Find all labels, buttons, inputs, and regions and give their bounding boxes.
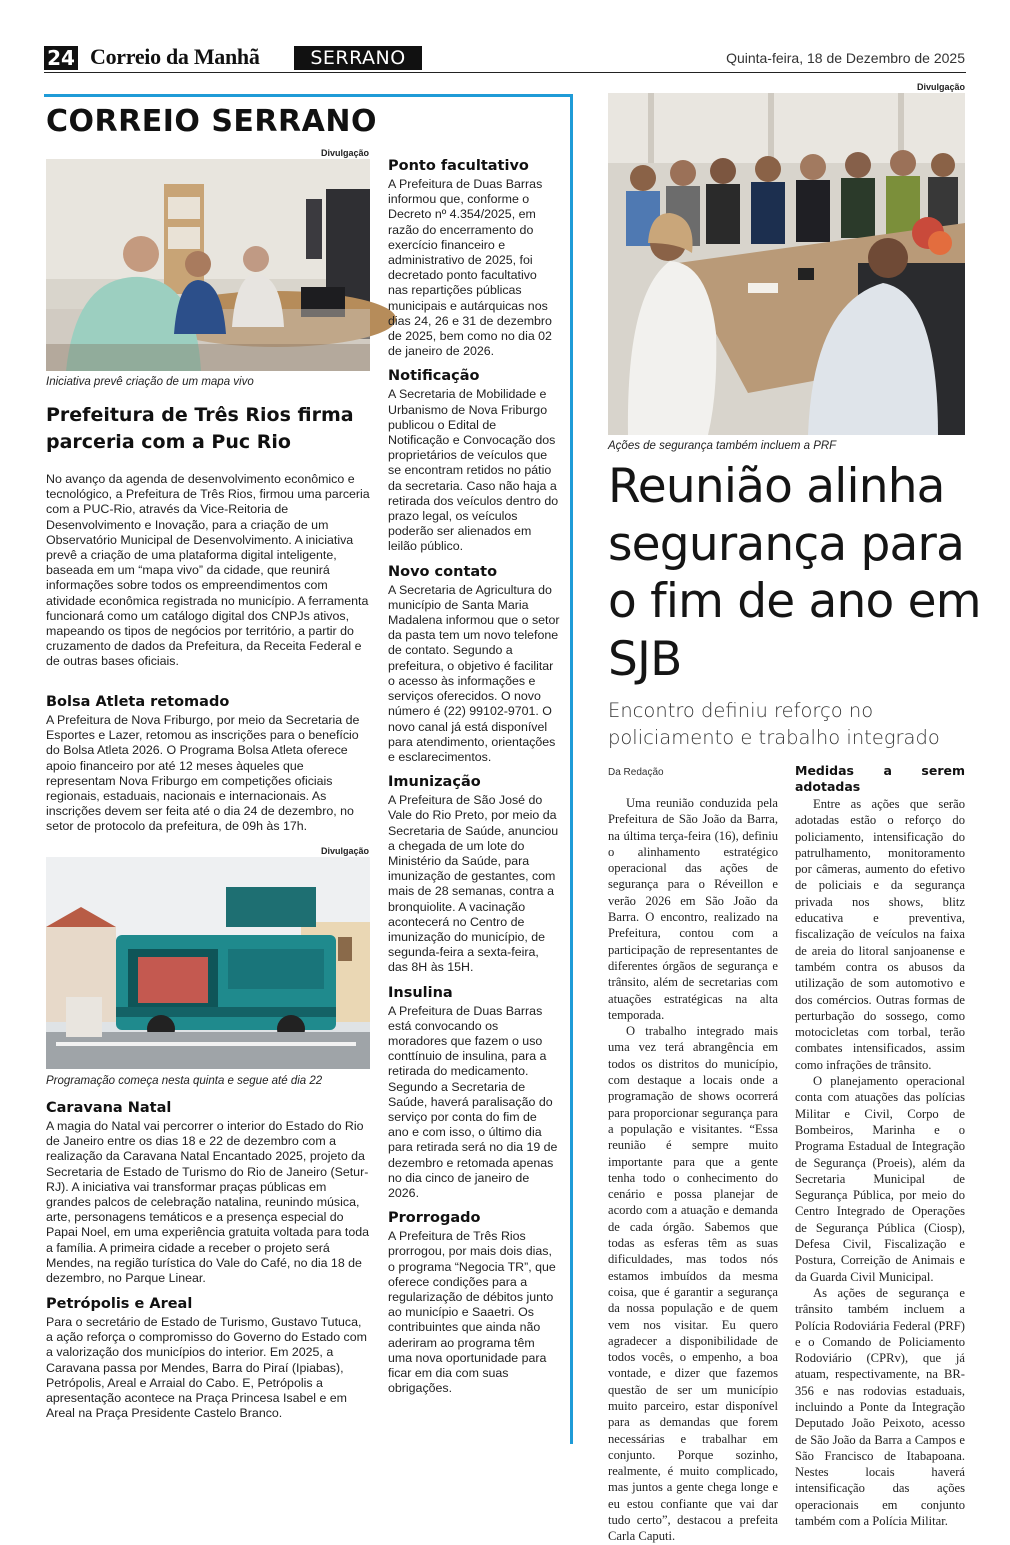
brief-body: A Secretaria de Agricultura do município de Santa Maria Madalena informou que o setor da pasta tem um novo telefone de contato. Segundo a prefeitura, o objetivo é facilitar o acesso às informações e serviços oferecidos. O novo número é (22) 99102-9701. O novo canal já está disponível para atendimento, orientações e esclarecimentos. (388, 582, 560, 764)
photo-caption: Ações de segurança também incluem a PRF (608, 440, 837, 452)
article-headline: Prefeitura de Três Rios firma parceria com a Puc Rio (46, 404, 354, 453)
brief-body: Para o secretário de Estado de Turismo, Gustavo Tutuca, a ação reforça o compromisso do Governo do Estado com a valorização dos municípios do interior. Em 2025, a Caravana passa por Mendes, Barra do Piraí (Ipiabas), Petrópolis, Areal e Arraial do Cabo. E, Petrópolis a apresentação acontece na Praça Princesa Isabel e em Areal na Praça Presidente Castelo Branco. (46, 1315, 367, 1421)
paragraph: O trabalho integrado mais uma vez terá abrangência em todos os distritos do município, com destaque a locais onde a programação de shows ocorrerá para proporcionar segurança para a população e visitantes. “Essa reunião é sempre muito importante para que a gente tenha todo o conhecimento do cenário e possa planejar de acordo com a atuação e demanda de cada órgão. Sabemos que todas as esferas têm as suas dificuldades, mas todos nós estamos imbuídos da mesma coisa, que é garantir a segurança da nossa população e de quem vem nos visitar. Eu quero agradecer a disponibilidade de todos vocês, o empenho, a boa vontade, e dizer que fazemos questão de ser um município muito parceiro, estar disponível para as demandas que forem necessárias e trabalhar em conjunto. Porque sozinho, realmente, é muito complicado, mas juntos a gente chega longe e eu estou confiante que vai dar tudo certo”, destacou a prefeita Carla Caputi. (608, 1024, 778, 1544)
photo-meeting-room (46, 159, 370, 371)
brief-insulina (388, 984, 560, 1202)
brief-title: Bolsa Atleta retomado (46, 694, 230, 710)
photo-security-meeting (608, 93, 965, 435)
article-body: No avanço da agenda de desenvolvimento econômico e tecnológico, a Prefeitura de Três Rios, firmou uma parceria com a PUC-Rio, através da Vice-Reitoria de Desenvolvimento e Inovação, para a criação de um Observatório Municipal de Desenvolvimento. A iniciativa prevê a criação de uma plataforma digital inteligente, baseada em um “mapa vivo” da cidade, que reunirá informações sobre todos os empreendimentos com atividade econômica registrada no município. A ferramenta funcionará como um catálogo digital dos CNPJs ativos, mapeando os tipos de negócios por território, a partir do cruzamento de dados da Prefeitura, da Receita Federal e de outras bases oficiais. (46, 472, 370, 669)
brief-title: Ponto facultativo (388, 158, 529, 174)
middle-briefs-column (388, 157, 560, 1404)
brief-bolsa-atleta (46, 693, 370, 835)
brief-body: A Secretaria de Mobilidade e Urbanismo de Nova Friburgo publicou o Edital de Notificação e Convocação dos proprietários de veículos que se encontram retidos no pátio da secretaria. Caso não haja a retirada dos veículos dentro do prazo legal, os veículos poderão ser alienados em leilão público. (388, 387, 559, 554)
paragraph: As ações de segurança e trânsito também incluem a Polícia Rodoviária Federal (PRF) e o Comando de Policiamento Rodoviário (CPRv), que já atuam, respectivamente, na BR-356 e nas rodovias estaduais, incluindo a Ponte da Integração Deputado João Peixoto, acesso de São João da Barra a Campos e São Francisco de Itabapoana. Nestes locais haverá intensificação das ações operacionais em conjunto também com a Polícia Militar. (795, 1285, 965, 1529)
page-number: 24 (44, 46, 78, 70)
photo-credit: Divulgação (916, 82, 965, 92)
paragraph: Entre as ações que serão adotadas estão o reforço do policiamento, intensificação do patrulhamento, monitoramento por câmeras, aumento do efetivo de policiais e da segurança privada nos shows, blitz educativa e preventiva, fiscalização de veículos na faixa de areia do litoral sanjoanense e também contra os abusos da utilização de som automotivo e dos comércios. Outras formas de perturbação do sossego, como motocicletas com torbal, terão combates intensificados, assim como infrações de trânsito. (795, 797, 965, 1072)
masthead-logo: Correio da Manhã (90, 44, 260, 69)
photo-caravana-bus (46, 857, 370, 1069)
header-rule (44, 72, 966, 73)
brief-prorrogado (388, 1209, 560, 1396)
brief-body: A Prefeitura de São José do Vale do Rio Preto, por meio da Secretaria de Saúde, anunciou a chegada de um lote do Ministério da Saúde, para imunização de gestantes, com mais de 28 semanas, contra a bronquiolite. A vacinação acontecerá no Centro de imunização do município, de segunda-feira a sexta-feira, das 8H às 15H. (388, 793, 559, 975)
brief-body: A Prefeitura de Duas Barras está convocando os moradores que fazem o uso conttínuio de insulina, para a retirada do medicamento. Segundo a Secretaria de Saúde, haverá paralisação do serviço por conta do fim de ano e com isso, o último dia para retirada será no dia 19 de dezembro e retomada apenas no dia cinco de janeiro de 2026. (388, 1003, 558, 1200)
brief-notificacao (388, 367, 560, 554)
frame-right-rule (570, 94, 573, 1444)
brief-body: A magia do Natal vai percorrer o interior do Estado do Rio de Janeiro entre os dias 18 e 22 de dezembro com a realização da Caravana Natal Encantado 2025, projeto da Secretaria de Estado de Turismo do Rio de Janeiro (Setur-RJ). A iniciativa vai transformar praças públicas em grandes palcos de celebração natalina, reunindo música, arte, personagens temáticos e a presença especial do Papai Noel, em uma experiência gratuita voltada para toda a família. A primeira cidade a receber o projeto será Mendes, na região turística do Vale do Café, no dia 18 de dezembro, no Parque Linear. (46, 1119, 370, 1286)
brief-title: Prorrogado (388, 1210, 481, 1227)
brief-caravana-natal (46, 1099, 370, 1286)
header-date: Quinta-feira, 18 de Dezembro de 2025 (726, 50, 965, 66)
brief-title: Novo contato (388, 563, 498, 580)
brief-body: A Prefeitura de Nova Friburgo, por meio da Secretaria de Esportes e Lazer, retomou as inscrições para o benefício do Bolsa Atleta 2026. O Programa Bolsa Atleta oferece apoio financeiro por até 12 meses àqueles que representam Nova Friburgo em competições oficiais regionais, estaduais, nacionais e internacionais. As inscrições devem ser feita até o dia 24 de dezembro, no setor de protocolo da prefeitura, de 09h às 17h. (46, 713, 360, 834)
section-tag: SERRANO (294, 46, 422, 70)
brief-title: Caravana Natal (46, 1100, 172, 1116)
brief-title: Notificação (388, 368, 480, 385)
paragraph: Uma reunião conduzida pela Prefeitura de São João da Barra, na última terça-feira (16), definiu o alinhamento estratégico operacional das ações de segurança para o Réveillon e verão 2026 em São João da Barra. O encontro, realizado na Prefeitura, contou com a participação de representantes de diferentes órgãos de segurança e trânsito, além de secretarias com atuações estratégicas na alta temporada. (608, 796, 778, 1022)
brief-petropolis-areal (46, 1295, 370, 1421)
photo-caption: Iniciativa prevê criação de um mapa vivo (46, 376, 254, 388)
brief-title: Insulina (388, 984, 453, 1001)
frame-top-rule (44, 94, 573, 97)
photo-credit: Divulgação (320, 846, 369, 856)
brief-imunizacao (388, 773, 560, 975)
subsection-title: Medidas a serem adotadas (795, 763, 965, 794)
brief-title: Petrópolis e Areal (46, 1296, 193, 1312)
brief-novo-contato (388, 563, 560, 765)
photo-credit: Divulgação (320, 148, 369, 158)
feature-subheadline: Encontro definiu reforço no policiamento e trabalho integrado (608, 699, 940, 749)
feature-body-column-1 (608, 795, 778, 1545)
brief-body: A Prefeitura de Três Rios prorrogou, por mais dois dias, o programa “Negocia TR”, que oferece condições para a regularização de débitos junto ao município e Saaetri. Os contribuintes que ainda não aderiram ao programa têm uma nova oportunidade para ficar em dia com suas obrigações. (388, 1229, 556, 1396)
photo-caption: Programação começa nesta quinta e segue até dia 22 (46, 1075, 323, 1087)
brief-title: Imunização (388, 774, 481, 791)
feature-headline: Reunião alinha segurança para o fim de ano em SJB (608, 459, 981, 687)
paragraph: O planejamento operacional conta com atuações das polícias Militar e Civil, Corpo de Bombeiros, Marinha e o Programa Estadual de Integração de Segurança (Proeis), além da Secretaria Municipal de Segurança Pública, por meio do Centro Integrado de Operações de Segurança Pública (Ciosp), Defesa Civil, Fiscalização e Postura, Correição de Animais e da Guarda Civil Municipal. (795, 1074, 965, 1284)
section-brand-title: CORREIO SERRANO (46, 104, 377, 139)
feature-body-column-2 (795, 763, 965, 1529)
brief-body: A Prefeitura de Duas Barras informou que, conforme o Decreto nº 4.354/2025, em razão do encerramento do exercício financeiro e administrativo de 2025, foi decretado ponto facultativo nas repartições públicas municipais e autárquicas nos dias 24, 26 e 31 de dezembro de 2025, bem como no dia 02 de janeiro de 2026. (388, 177, 552, 359)
brief-ponto-facultativo (388, 157, 560, 359)
byline: Da Redação (608, 767, 664, 778)
